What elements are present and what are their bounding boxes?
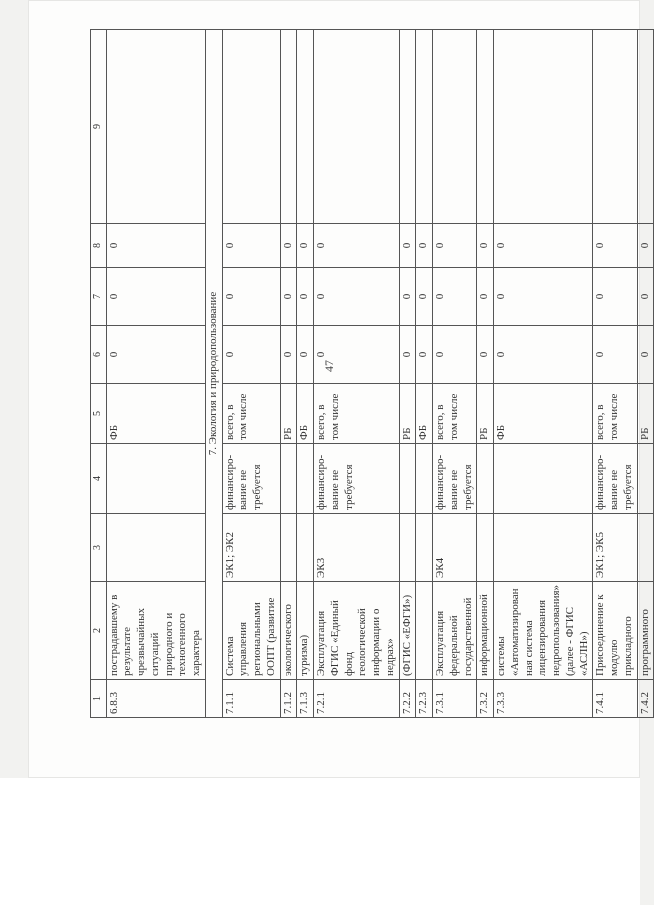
table-cell: [494, 444, 593, 514]
table-cell: программного: [637, 582, 654, 680]
table-cell: ФБ: [106, 384, 205, 444]
table-cell: Эксплуатация ФГИС «Единый фонд геологической информации о недрах»: [314, 582, 400, 680]
table-cell: 0: [106, 224, 205, 268]
table-cell: 0: [297, 326, 314, 384]
table-cell: 0: [637, 326, 654, 384]
table-row: [593, 30, 637, 718]
table-cell: [416, 30, 433, 224]
table-cell: ЭК4: [433, 514, 477, 582]
table-cell: 6.8.3: [106, 680, 205, 718]
table-row: [106, 30, 205, 718]
table-cell: 0: [433, 224, 477, 268]
table-cell: 0: [416, 268, 433, 326]
table-cell: 0: [106, 268, 205, 326]
table-cell: [416, 444, 433, 514]
table-cell: [494, 514, 593, 582]
table-cell: 7.3.1: [433, 680, 477, 718]
table-row: [297, 30, 314, 718]
header-cell: 3: [91, 514, 107, 582]
table-cell: 0: [314, 224, 400, 268]
table-cell: ЭК1; ЭК2: [222, 514, 280, 582]
table-cell: РБ: [280, 384, 297, 444]
table-cell: [280, 514, 297, 582]
table-cell: 0: [280, 326, 297, 384]
table-cell: [106, 30, 205, 224]
table-cell: 0: [477, 268, 494, 326]
header-cell: 8: [91, 224, 107, 268]
table-cell: [433, 30, 477, 224]
table-cell: [399, 514, 416, 582]
table-cell: всего, в том числе: [433, 384, 477, 444]
table-cell: [477, 514, 494, 582]
table-cell: информационной: [477, 582, 494, 680]
table-cell: 0: [314, 326, 400, 384]
table-cell: [297, 444, 314, 514]
table-row: [416, 30, 433, 718]
table-cell: [637, 444, 654, 514]
table-row: [280, 30, 297, 718]
table-sheet: [90, 30, 651, 718]
header-cell: 6: [91, 326, 107, 384]
table-cell: 0: [494, 268, 593, 326]
rotated-table: [90, 30, 651, 718]
table-cell: 0: [433, 268, 477, 326]
table-cell: 0: [280, 224, 297, 268]
table-cell: 0: [399, 326, 416, 384]
table-cell: Эксплуатация федеральной государственной: [433, 582, 477, 680]
table-cell: 7.1.3: [297, 680, 314, 718]
table-cell: 0: [314, 268, 400, 326]
section-title: 7. Экология и природопользование: [205, 30, 222, 718]
table-cell: Система управления региональными ООПТ (развитие: [222, 582, 280, 680]
table-cell: [494, 30, 593, 224]
table-cell: 0: [297, 268, 314, 326]
header-cell: 2: [91, 582, 107, 680]
table-cell: [399, 444, 416, 514]
table-cell: финансиро-вание не требуется: [593, 444, 637, 514]
table-cell: [280, 30, 297, 224]
table-cell: 0: [433, 326, 477, 384]
table-cell: [222, 30, 280, 224]
section-row: [205, 30, 222, 718]
scan-margin: [0, 778, 640, 905]
table-cell: [399, 30, 416, 224]
table-cell: 0: [297, 224, 314, 268]
table-cell: ЭК1; ЭК5: [593, 514, 637, 582]
table-cell: ФБ: [297, 384, 314, 444]
header-row: [91, 30, 107, 718]
table-cell: 0: [106, 326, 205, 384]
table-cell: всего, в том числе: [314, 384, 400, 444]
header-cell: 7: [91, 268, 107, 326]
table-cell: 0: [399, 224, 416, 268]
table-cell: 0: [477, 224, 494, 268]
table-cell: 0: [494, 224, 593, 268]
table-cell: 0: [416, 224, 433, 268]
header-cell: 9: [91, 30, 107, 224]
table-cell: [593, 30, 637, 224]
table-row: [477, 30, 494, 718]
table-cell: 0: [494, 326, 593, 384]
header-cell: 5: [91, 384, 107, 444]
table-row: [433, 30, 477, 718]
table-cell: [477, 30, 494, 224]
table-cell: ЭК3: [314, 514, 400, 582]
table-cell: 0: [637, 268, 654, 326]
table-cell: РБ: [637, 384, 654, 444]
table-cell: [477, 444, 494, 514]
table-cell: Присоединение к модулю прикладного: [593, 582, 637, 680]
table-cell: всего, в том числе: [593, 384, 637, 444]
table-row: [399, 30, 416, 718]
table-cell: пострадавшему в результате чрезвычайных ситуаций природного и техногенного характера: [106, 582, 205, 680]
table-cell: 7.4.1: [593, 680, 637, 718]
table-cell: 7.1.1: [222, 680, 280, 718]
table-row: [314, 30, 400, 718]
table-cell: финансиро-вание не требуется: [314, 444, 400, 514]
table-cell: 0: [477, 326, 494, 384]
table-cell: РБ: [399, 384, 416, 444]
table-cell: 0: [593, 326, 637, 384]
table-cell: [314, 30, 400, 224]
table-cell: 7.2.2: [399, 680, 416, 718]
table-cell: 7.4.2: [637, 680, 654, 718]
table-cell: [106, 444, 205, 514]
table-cell: (ФГИС «ЕФГИ»): [399, 582, 416, 680]
table-row: [222, 30, 280, 718]
table-cell: 0: [222, 224, 280, 268]
table-cell: финансиро-вание не требуется: [222, 444, 280, 514]
page-number: 47: [322, 360, 336, 372]
table-cell: 7.3.3: [494, 680, 593, 718]
table-cell: экологического: [280, 582, 297, 680]
table-cell: [280, 444, 297, 514]
table-cell: 7.2.3: [416, 680, 433, 718]
table-cell: 0: [222, 326, 280, 384]
table-cell: [637, 30, 654, 224]
table-cell: [297, 514, 314, 582]
table-cell: 7.2.1: [314, 680, 400, 718]
table-cell: туризма): [297, 582, 314, 680]
table-row: [494, 30, 593, 718]
table-cell: 0: [399, 268, 416, 326]
header-cell: 1: [91, 680, 107, 718]
data-table: [90, 29, 654, 718]
table-cell: РБ: [477, 384, 494, 444]
table-cell: 7.3.2: [477, 680, 494, 718]
table-cell: 0: [593, 224, 637, 268]
table-cell: всего, в том числе: [222, 384, 280, 444]
header-cell: 4: [91, 444, 107, 514]
table-cell: системы «Автоматизированная система лицензирования недропользования» (далее - ФГИС «АСЛН»): [494, 582, 593, 680]
table-row: [637, 30, 654, 718]
table-cell: 0: [280, 268, 297, 326]
table-cell: [106, 514, 205, 582]
table-cell: [297, 30, 314, 224]
table-cell: 7.1.2: [280, 680, 297, 718]
table-cell: 0: [637, 224, 654, 268]
table-cell: 0: [593, 268, 637, 326]
table-cell: [416, 514, 433, 582]
table-cell: [637, 514, 654, 582]
table-cell: финансиро-вание не требуется: [433, 444, 477, 514]
table-cell: 0: [222, 268, 280, 326]
table-cell: ФБ: [494, 384, 593, 444]
table-cell: [416, 582, 433, 680]
table-cell: ФБ: [416, 384, 433, 444]
table-cell: 0: [416, 326, 433, 384]
